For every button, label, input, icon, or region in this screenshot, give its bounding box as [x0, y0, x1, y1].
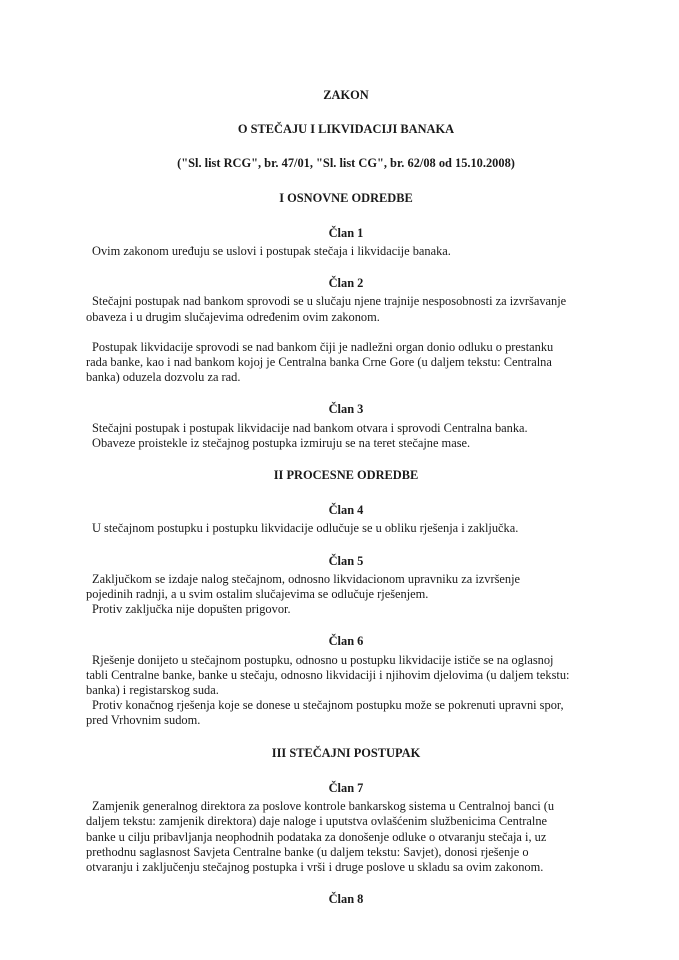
article-1 [86, 226, 606, 259]
section-heading-procesne-odredbe: II PROCESNE ODREDBE [273, 468, 419, 483]
document-title: ZAKON [323, 88, 369, 102]
article-8 [86, 892, 606, 907]
article-heading: Član 4 [328, 503, 364, 518]
article-heading: Član 8 [328, 892, 364, 907]
text-line: obaveza i u drugim slučajevima određenim ovim zakonom. [86, 309, 380, 324]
text-line: rada banke, kao i nad bankom kojoj je Centralna banka Crne Gore (u daljem tekstu: Centralna [86, 355, 552, 370]
article-paragraph [86, 340, 606, 386]
text-line: Obaveze proistekle iz stečajnog postupka izmiruju se na teret stečajne mase. [92, 435, 471, 450]
text-line: Protiv konačnog rješenja koje se donese u stečajnom postupku može se pokrenuti upravni spor, [92, 698, 564, 713]
article-paragraph: Ovim zakonom uređuju se uslovi i postupak stečaja i likvidacije banaka. [92, 244, 451, 259]
article-heading: Član 6 [328, 634, 364, 649]
article-7 [86, 781, 606, 875]
text-line: Rješenje donijeto u stečajnom postupku, odnosno u postupku likvidacije ističe se na oglasnoj [92, 652, 554, 667]
gazette-reference: ("Sl. list RCG", br. 47/01, "Sl. list CG", br. 62/08 od 15.10.2008) [177, 156, 515, 171]
text-line: Zamjenik generalnog direktora za poslove kontrole bankarskog sistema u Centralnoj banci (u [92, 799, 555, 814]
article-6 [86, 634, 606, 728]
text-line: Postupak likvidacije sprovodi se nad bankom čiji je nadležni organ donio odluku o prestanku [92, 339, 554, 354]
text-line: pojedinih radnji, a u svim ostalim slučajevima se odlučuje rješenjem. [86, 587, 429, 602]
section-heading-stecajni-postupak: III STEČAJNI POSTUPAK [271, 745, 421, 760]
text-line: Stečajni postupak nad bankom sprovodi se u slučaju njene trajnije nesposobnosti za izvršavanje [92, 294, 567, 309]
text-line: tabli Centralne banke, banke u stečaju, odnosno likvidaciji i njihovim djelovima (u daljem tekstu: [86, 667, 570, 682]
document-page [86, 88, 606, 910]
section-heading-osnovne-odredbe: I OSNOVNE ODREDBE [279, 190, 413, 205]
article-3 [86, 402, 606, 451]
text-line: pred Vrhovnim sudom. [86, 713, 201, 728]
article-5 [86, 554, 606, 618]
text-line: banka) oduzela dozvolu za rad. [86, 370, 241, 385]
article-heading: Član 3 [328, 402, 364, 417]
article-heading: Član 5 [328, 553, 364, 568]
text-line: prethodnu saglasnost Savjeta Centralne banke (u daljem tekstu: Savjet), donosi rješenje o [86, 844, 529, 859]
article-paragraph [86, 294, 606, 324]
article-heading: Član 2 [328, 276, 364, 291]
text-line: Zaključkom se izdaje nalog stečajnom, odnosno likvidacionom upravniku za izvršenje [92, 571, 521, 586]
article-2 [86, 276, 606, 385]
article-heading: Član 7 [328, 780, 364, 795]
text-line: banka) i registarskog suda. [86, 683, 219, 698]
text-line: Stečajni postupak i postupak likvidacije nad bankom otvara i sprovodi Centralna banka. [92, 420, 528, 435]
text-line: otvaranju i zaključenju stečajnog postupka i vrši i druge poslove u skladu sa ovim zakonom. [86, 859, 544, 874]
article-heading: Član 1 [328, 225, 364, 240]
text-line: Protiv zaključka nije dopušten prigovor. [92, 602, 291, 617]
article-4 [86, 503, 606, 536]
text-line: banke u cilju pribavljanja neophodnih podataka za donošenje odluke o otvaranju stečaja i, uz [86, 829, 547, 844]
document-subtitle: O STEČAJU I LIKVIDACIJI BANAKA [237, 122, 455, 137]
article-paragraph: U stečajnom postupku i postupku likvidacije odlučuje se u obliku rješenja i zaključka. [92, 521, 519, 536]
text-line: daljem tekstu: zamjenik direktora) daje naloge i uputstva ovlašćenim službenicima Centralne [86, 814, 548, 829]
